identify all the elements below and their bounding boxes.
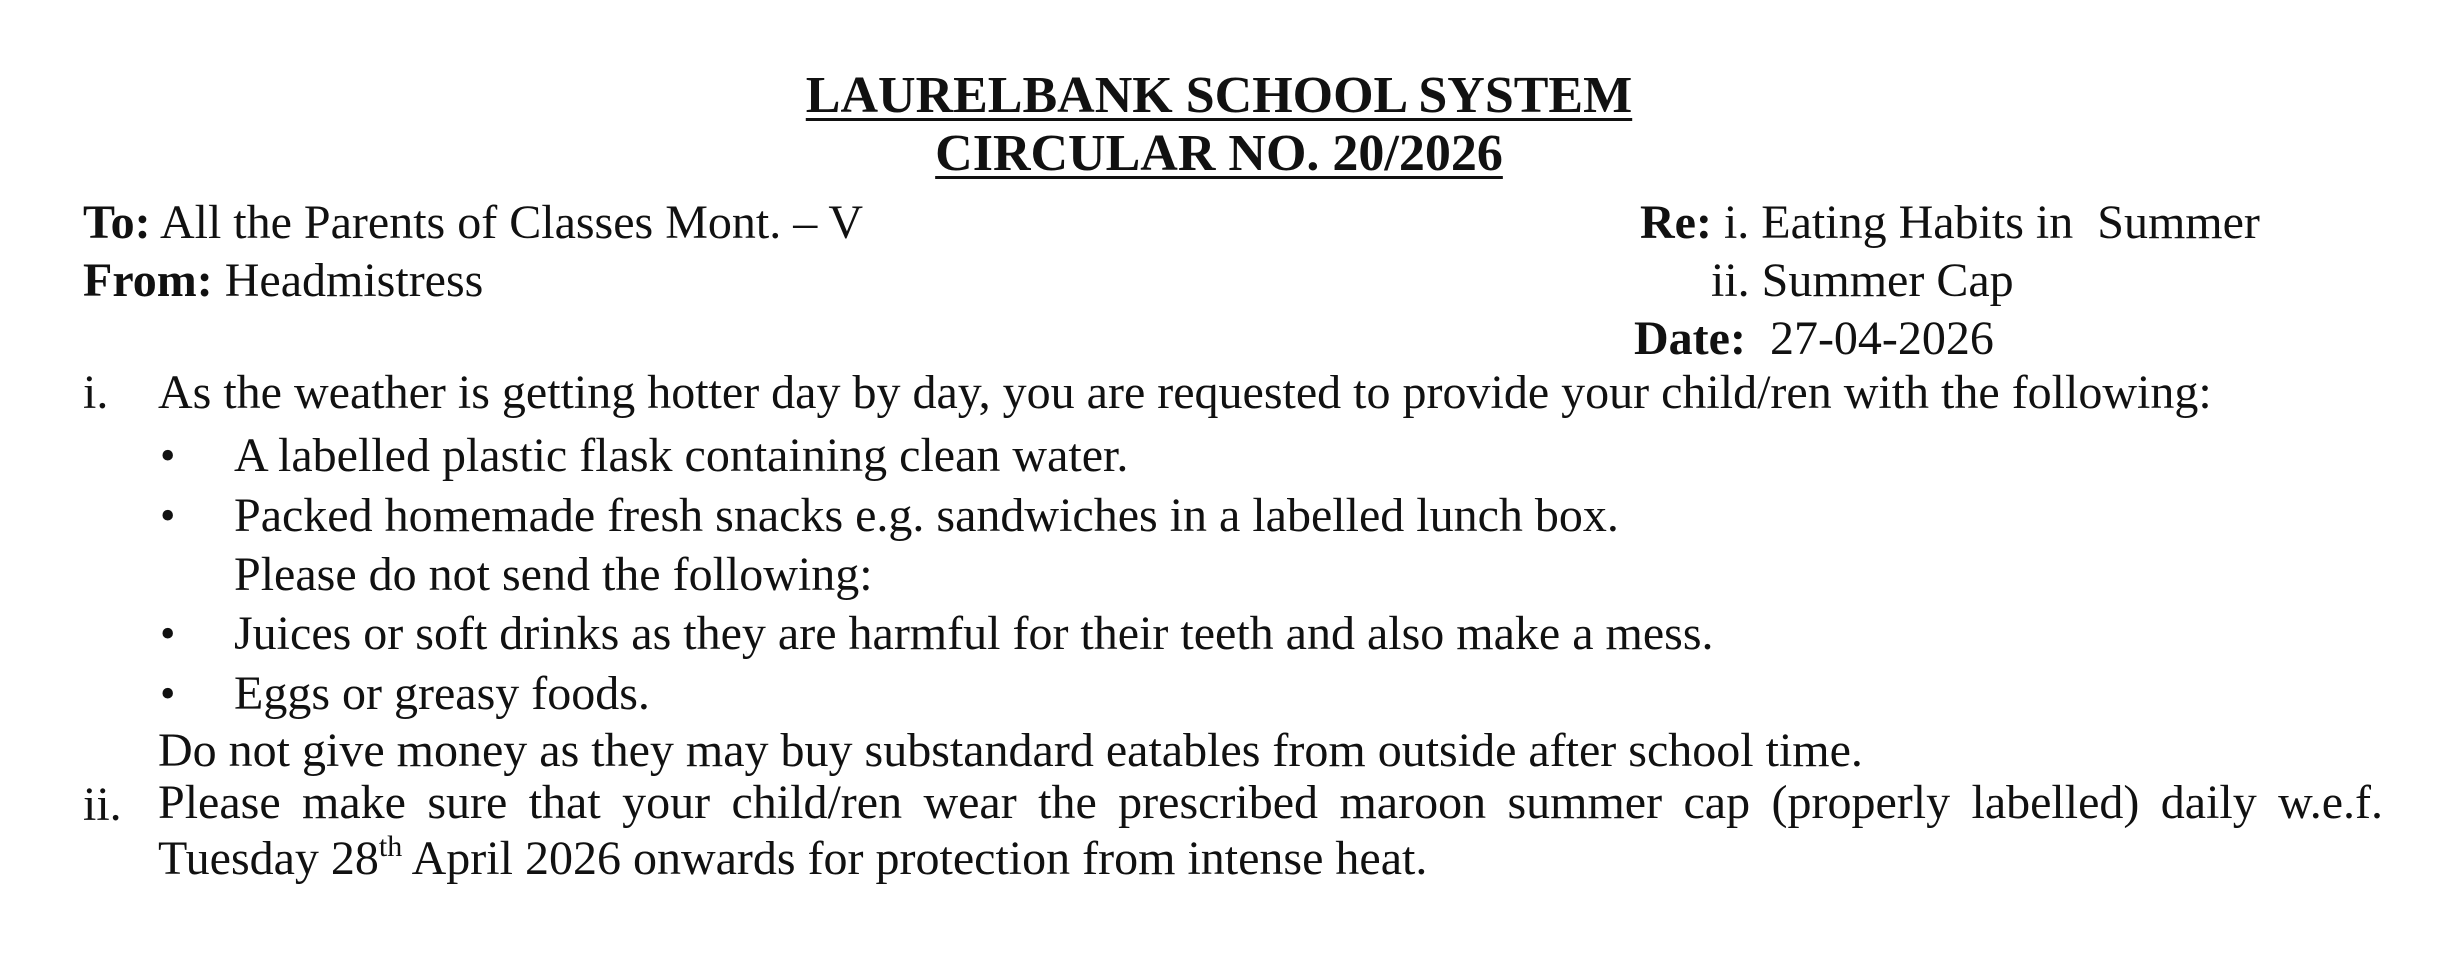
- circular-number-text: CIRCULAR NO. 20/2026: [935, 125, 1503, 182]
- date-label: Date:: [1634, 312, 1746, 365]
- to-label: To:: [83, 196, 151, 249]
- subject-line-2: [1711, 252, 2014, 310]
- money-note: Do not give money as they may buy substandard eatables from outside after school time.: [158, 724, 1863, 777]
- ordinal-suffix: th: [378, 830, 403, 863]
- bullet-icon: •: [160, 669, 176, 718]
- do-not-send-intro: Please do not send the following:: [234, 548, 873, 601]
- re-item-1: i. Eating Habits in Summer: [1711, 196, 2260, 249]
- list-item-flask: A labelled plastic flask containing clean water.: [234, 429, 1129, 482]
- to-value: All the Parents of Classes Mont. – V: [150, 196, 864, 249]
- date-line: [1634, 310, 1994, 368]
- recipient-line: [83, 194, 863, 252]
- summer-cap-instruction: Please make sure that your child/ren wear the prescribed maroon summer cap (properly labelled) daily w.e.f.: [158, 776, 2383, 829]
- from-value: Headmistress: [212, 254, 484, 307]
- re-label: Re:: [1640, 196, 1712, 249]
- list-item-snacks: Packed homemade fresh snacks e.g. sandwiches in a labelled lunch box.: [234, 489, 1619, 542]
- circular-number-heading: [0, 124, 2438, 184]
- bullet-icon: •: [160, 609, 176, 658]
- cap-date-rest: April 2026 onwards for protection from intense heat.: [402, 832, 1428, 885]
- date-value: 27-04-2026: [1745, 312, 1994, 365]
- from-label: From:: [83, 254, 213, 307]
- school-name-text: LAURELBANK SCHOOL SYSTEM: [805, 67, 1633, 124]
- re-item-2: ii. Summer Cap: [1711, 254, 2014, 307]
- summer-cap-date-line: [158, 830, 1427, 888]
- bullet-icon: •: [160, 491, 176, 540]
- list-item-juices: Juices or soft drinks as they are harmful for their teeth and also make a mess.: [234, 607, 1714, 660]
- cap-date-text: Tuesday 28: [158, 832, 379, 885]
- subject-line: [1640, 194, 2260, 252]
- section-i-number: i.: [83, 366, 109, 419]
- section-i-intro: As the weather is getting hotter day by day, you are requested to provide your child/ren with the following:: [158, 366, 2212, 419]
- list-item-eggs: Eggs or greasy foods.: [234, 667, 650, 720]
- bullet-icon: •: [160, 431, 176, 480]
- sender-line: [83, 252, 483, 310]
- section-ii-number: ii.: [83, 778, 122, 831]
- school-name-heading: [0, 66, 2438, 126]
